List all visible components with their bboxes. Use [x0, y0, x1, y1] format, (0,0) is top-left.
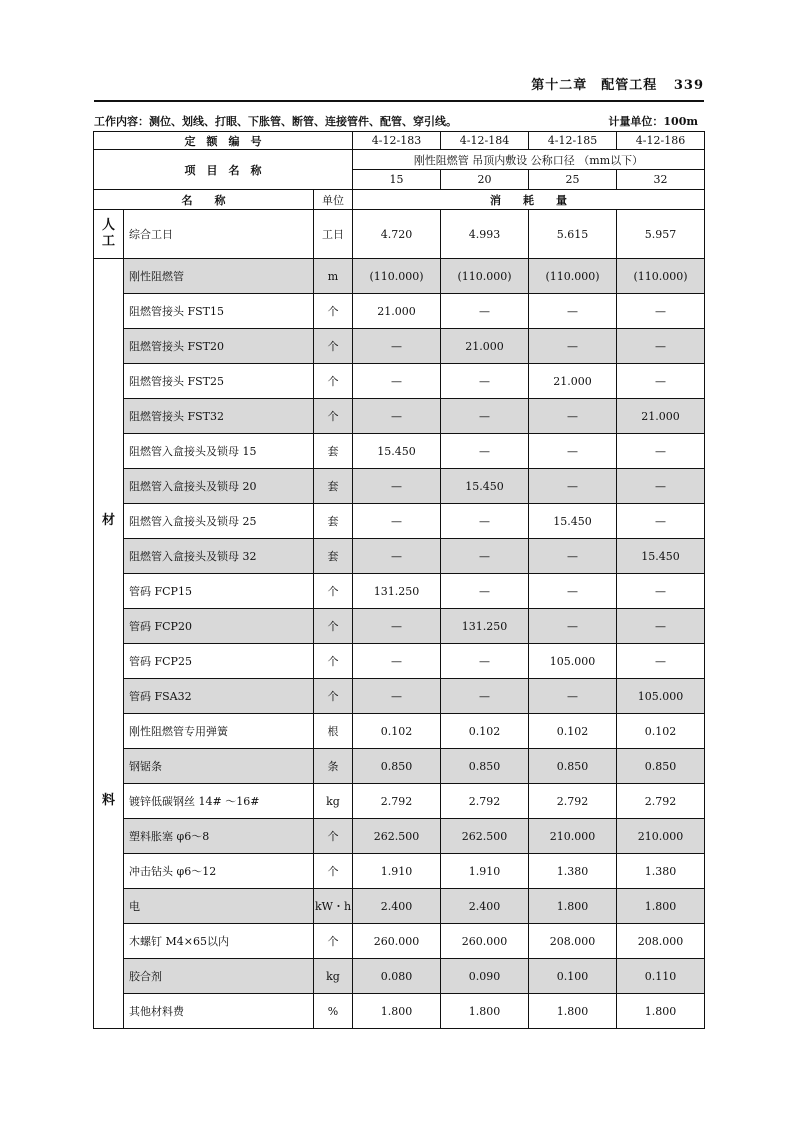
- unit-header: 单位: [314, 190, 353, 210]
- material-name: 管码 FSA32: [124, 679, 314, 714]
- material-value: 262.500: [353, 819, 441, 854]
- material-value: —: [353, 679, 441, 714]
- material-value: 15.450: [441, 469, 529, 504]
- pipe-size: 20: [441, 170, 529, 190]
- material-name: 管码 FCP15: [124, 574, 314, 609]
- material-value: 1.800: [617, 994, 705, 1029]
- material-row: [94, 819, 705, 854]
- material-value: 131.250: [441, 609, 529, 644]
- pipe-size: 25: [529, 170, 617, 190]
- material-value: —: [529, 539, 617, 574]
- material-name: 木螺钉 M4×65以内: [124, 924, 314, 959]
- material-name: 其他材料费: [124, 994, 314, 1029]
- material-value: —: [617, 294, 705, 329]
- material-value: —: [617, 469, 705, 504]
- material-value: 262.500: [441, 819, 529, 854]
- materials-char: 料: [101, 793, 115, 808]
- material-row: [94, 994, 705, 1029]
- material-value: (110.000): [441, 259, 529, 294]
- material-name: 管码 FCP25: [124, 644, 314, 679]
- material-name: 钢锯条: [124, 749, 314, 784]
- material-value: 2.792: [617, 784, 705, 819]
- material-row: [94, 574, 705, 609]
- material-value: 0.102: [529, 714, 617, 749]
- labor-unit: 工日: [314, 210, 353, 259]
- material-value: —: [441, 504, 529, 539]
- materials-category: [94, 259, 124, 1029]
- material-name: 阻燃管入盒接头及锁母 32: [124, 539, 314, 574]
- material-value: —: [529, 294, 617, 329]
- labor-value: 4.993: [441, 210, 529, 259]
- material-row: [94, 749, 705, 784]
- material-name: 阻燃管入盒接头及锁母 15: [124, 434, 314, 469]
- material-unit: 个: [314, 609, 353, 644]
- material-row: [94, 959, 705, 994]
- material-name: 管码 FCP20: [124, 609, 314, 644]
- quota-code: 4-12-186: [617, 132, 705, 150]
- material-value: —: [529, 469, 617, 504]
- material-name: 阻燃管接头 FST15: [124, 294, 314, 329]
- material-name: 冲击钻头 φ6～12: [124, 854, 314, 889]
- material-value: 210.000: [529, 819, 617, 854]
- material-value: 2.400: [441, 889, 529, 924]
- material-value: 208.000: [529, 924, 617, 959]
- material-row: [94, 539, 705, 574]
- material-row: [94, 469, 705, 504]
- material-row: [94, 294, 705, 329]
- material-name: 塑料胀塞 φ6～8: [124, 819, 314, 854]
- material-value: —: [617, 609, 705, 644]
- material-unit: 条: [314, 749, 353, 784]
- material-name: 电: [124, 889, 314, 924]
- labor-value: 5.615: [529, 210, 617, 259]
- material-unit: 套: [314, 434, 353, 469]
- material-unit: 个: [314, 329, 353, 364]
- quota-code: 4-12-185: [529, 132, 617, 150]
- material-value: 1.800: [441, 994, 529, 1029]
- quota-code: 4-12-183: [353, 132, 441, 150]
- material-value: 15.450: [529, 504, 617, 539]
- material-name: 刚性阻燃管: [124, 259, 314, 294]
- material-value: 0.850: [617, 749, 705, 784]
- name-header: 名 称: [94, 190, 314, 210]
- material-unit: 套: [314, 504, 353, 539]
- material-value: 1.380: [617, 854, 705, 889]
- material-value: 260.000: [353, 924, 441, 959]
- material-unit: 个: [314, 924, 353, 959]
- material-unit: 个: [314, 854, 353, 889]
- labor-name: 综合工日: [124, 210, 314, 259]
- material-value: —: [441, 644, 529, 679]
- quota-code-row: [94, 132, 705, 150]
- material-unit: m: [314, 259, 353, 294]
- material-value: 0.102: [353, 714, 441, 749]
- material-value: 21.000: [441, 329, 529, 364]
- material-value: 1.800: [617, 889, 705, 924]
- page-number: 339: [673, 78, 704, 93]
- material-value: 1.800: [529, 889, 617, 924]
- material-value: 2.792: [353, 784, 441, 819]
- material-unit: 个: [314, 679, 353, 714]
- material-value: —: [353, 329, 441, 364]
- material-value: 2.792: [441, 784, 529, 819]
- material-value: 21.000: [529, 364, 617, 399]
- material-unit: 个: [314, 294, 353, 329]
- material-row: [94, 679, 705, 714]
- labor-char: 人: [101, 218, 115, 233]
- material-value: 1.910: [441, 854, 529, 889]
- material-value: —: [441, 574, 529, 609]
- material-value: 105.000: [529, 644, 617, 679]
- material-unit: 根: [314, 714, 353, 749]
- material-value: 21.000: [617, 399, 705, 434]
- material-unit: 个: [314, 644, 353, 679]
- labor-category: [94, 210, 124, 259]
- material-value: 105.000: [617, 679, 705, 714]
- material-value: —: [353, 504, 441, 539]
- quota-code: 4-12-184: [441, 132, 529, 150]
- material-row: [94, 259, 705, 294]
- item-title: 刚性阻燃管 吊顶内敷设 公称口径 （mm以下）: [353, 150, 705, 170]
- item-title-row: [94, 150, 705, 170]
- material-value: —: [441, 399, 529, 434]
- material-name: 刚性阻燃管专用弹簧: [124, 714, 314, 749]
- material-value: (110.000): [617, 259, 705, 294]
- labor-value: 4.720: [353, 210, 441, 259]
- material-value: —: [617, 644, 705, 679]
- material-unit: 个: [314, 819, 353, 854]
- material-value: —: [617, 364, 705, 399]
- material-value: 260.000: [441, 924, 529, 959]
- material-unit: 个: [314, 399, 353, 434]
- item-label: 项 目 名 称: [94, 150, 353, 190]
- work-content: 工作内容：测位、划线、打眼、下胀管、断管、连接管件、配管、穿引线。: [94, 115, 457, 128]
- material-name: 阻燃管入盒接头及锁母 20: [124, 469, 314, 504]
- material-name: 镀锌低碳钢丝 14# ～16#: [124, 784, 314, 819]
- consumption-header: 消 耗 量: [353, 190, 705, 210]
- pipe-size: 15: [353, 170, 441, 190]
- material-value: 1.380: [529, 854, 617, 889]
- material-value: —: [617, 434, 705, 469]
- material-row: [94, 889, 705, 924]
- quota-label: 定 额 编 号: [94, 132, 353, 150]
- material-value: —: [441, 539, 529, 574]
- material-value: —: [529, 329, 617, 364]
- material-unit: kg: [314, 784, 353, 819]
- material-value: —: [617, 574, 705, 609]
- material-value: —: [529, 679, 617, 714]
- material-value: 0.110: [617, 959, 705, 994]
- material-value: 0.102: [441, 714, 529, 749]
- material-unit: 个: [314, 574, 353, 609]
- material-value: 0.850: [529, 749, 617, 784]
- material-value: —: [529, 399, 617, 434]
- material-value: 0.100: [529, 959, 617, 994]
- material-value: 0.090: [441, 959, 529, 994]
- material-value: —: [529, 609, 617, 644]
- material-row: [94, 504, 705, 539]
- pipe-size: 32: [617, 170, 705, 190]
- material-row: [94, 364, 705, 399]
- material-row: [94, 609, 705, 644]
- material-value: 0.080: [353, 959, 441, 994]
- material-value: —: [353, 609, 441, 644]
- material-unit: 套: [314, 539, 353, 574]
- material-value: 0.102: [617, 714, 705, 749]
- header-rule: [94, 100, 704, 102]
- material-row: [94, 399, 705, 434]
- material-unit: kg: [314, 959, 353, 994]
- materials-char: 材: [101, 513, 115, 528]
- material-value: 0.850: [353, 749, 441, 784]
- material-row: [94, 924, 705, 959]
- material-value: (110.000): [529, 259, 617, 294]
- labor-row: [94, 210, 705, 259]
- material-value: —: [353, 644, 441, 679]
- material-value: 208.000: [617, 924, 705, 959]
- labor-char: 工: [101, 234, 115, 249]
- work-content-line: [94, 113, 704, 129]
- column-header-row: [94, 190, 705, 210]
- material-name: 阻燃管接头 FST32: [124, 399, 314, 434]
- material-value: —: [353, 364, 441, 399]
- material-row: [94, 854, 705, 889]
- material-value: 15.450: [617, 539, 705, 574]
- material-value: —: [353, 539, 441, 574]
- material-row: [94, 644, 705, 679]
- material-value: —: [441, 434, 529, 469]
- material-value: 15.450: [353, 434, 441, 469]
- material-row: [94, 714, 705, 749]
- material-unit: 套: [314, 469, 353, 504]
- material-value: 1.800: [353, 994, 441, 1029]
- material-value: 131.250: [353, 574, 441, 609]
- labor-value: 5.957: [617, 210, 705, 259]
- material-value: —: [441, 364, 529, 399]
- material-value: —: [353, 469, 441, 504]
- measure-unit: 计量单位：100m: [608, 115, 698, 128]
- material-unit: kW・h: [314, 889, 353, 924]
- material-unit: 个: [314, 364, 353, 399]
- material-name: 胶合剂: [124, 959, 314, 994]
- material-value: 210.000: [617, 819, 705, 854]
- chapter-title: [531, 74, 704, 93]
- material-value: —: [529, 574, 617, 609]
- page-header: [94, 70, 704, 100]
- material-value: —: [529, 434, 617, 469]
- material-value: —: [617, 504, 705, 539]
- material-value: (110.000): [353, 259, 441, 294]
- material-name: 阻燃管入盒接头及锁母 25: [124, 504, 314, 539]
- material-row: [94, 784, 705, 819]
- material-value: 21.000: [353, 294, 441, 329]
- quota-table: [93, 131, 705, 1029]
- chapter-name: 第十二章 配管工程: [531, 78, 658, 93]
- material-row: [94, 434, 705, 469]
- material-value: —: [441, 294, 529, 329]
- material-row: [94, 329, 705, 364]
- material-value: 1.800: [529, 994, 617, 1029]
- material-value: 0.850: [441, 749, 529, 784]
- material-value: 1.910: [353, 854, 441, 889]
- material-value: —: [441, 679, 529, 714]
- material-value: —: [353, 399, 441, 434]
- material-name: 阻燃管接头 FST20: [124, 329, 314, 364]
- material-unit: %: [314, 994, 353, 1029]
- material-name: 阻燃管接头 FST25: [124, 364, 314, 399]
- material-value: 2.792: [529, 784, 617, 819]
- material-value: 2.400: [353, 889, 441, 924]
- material-value: —: [617, 329, 705, 364]
